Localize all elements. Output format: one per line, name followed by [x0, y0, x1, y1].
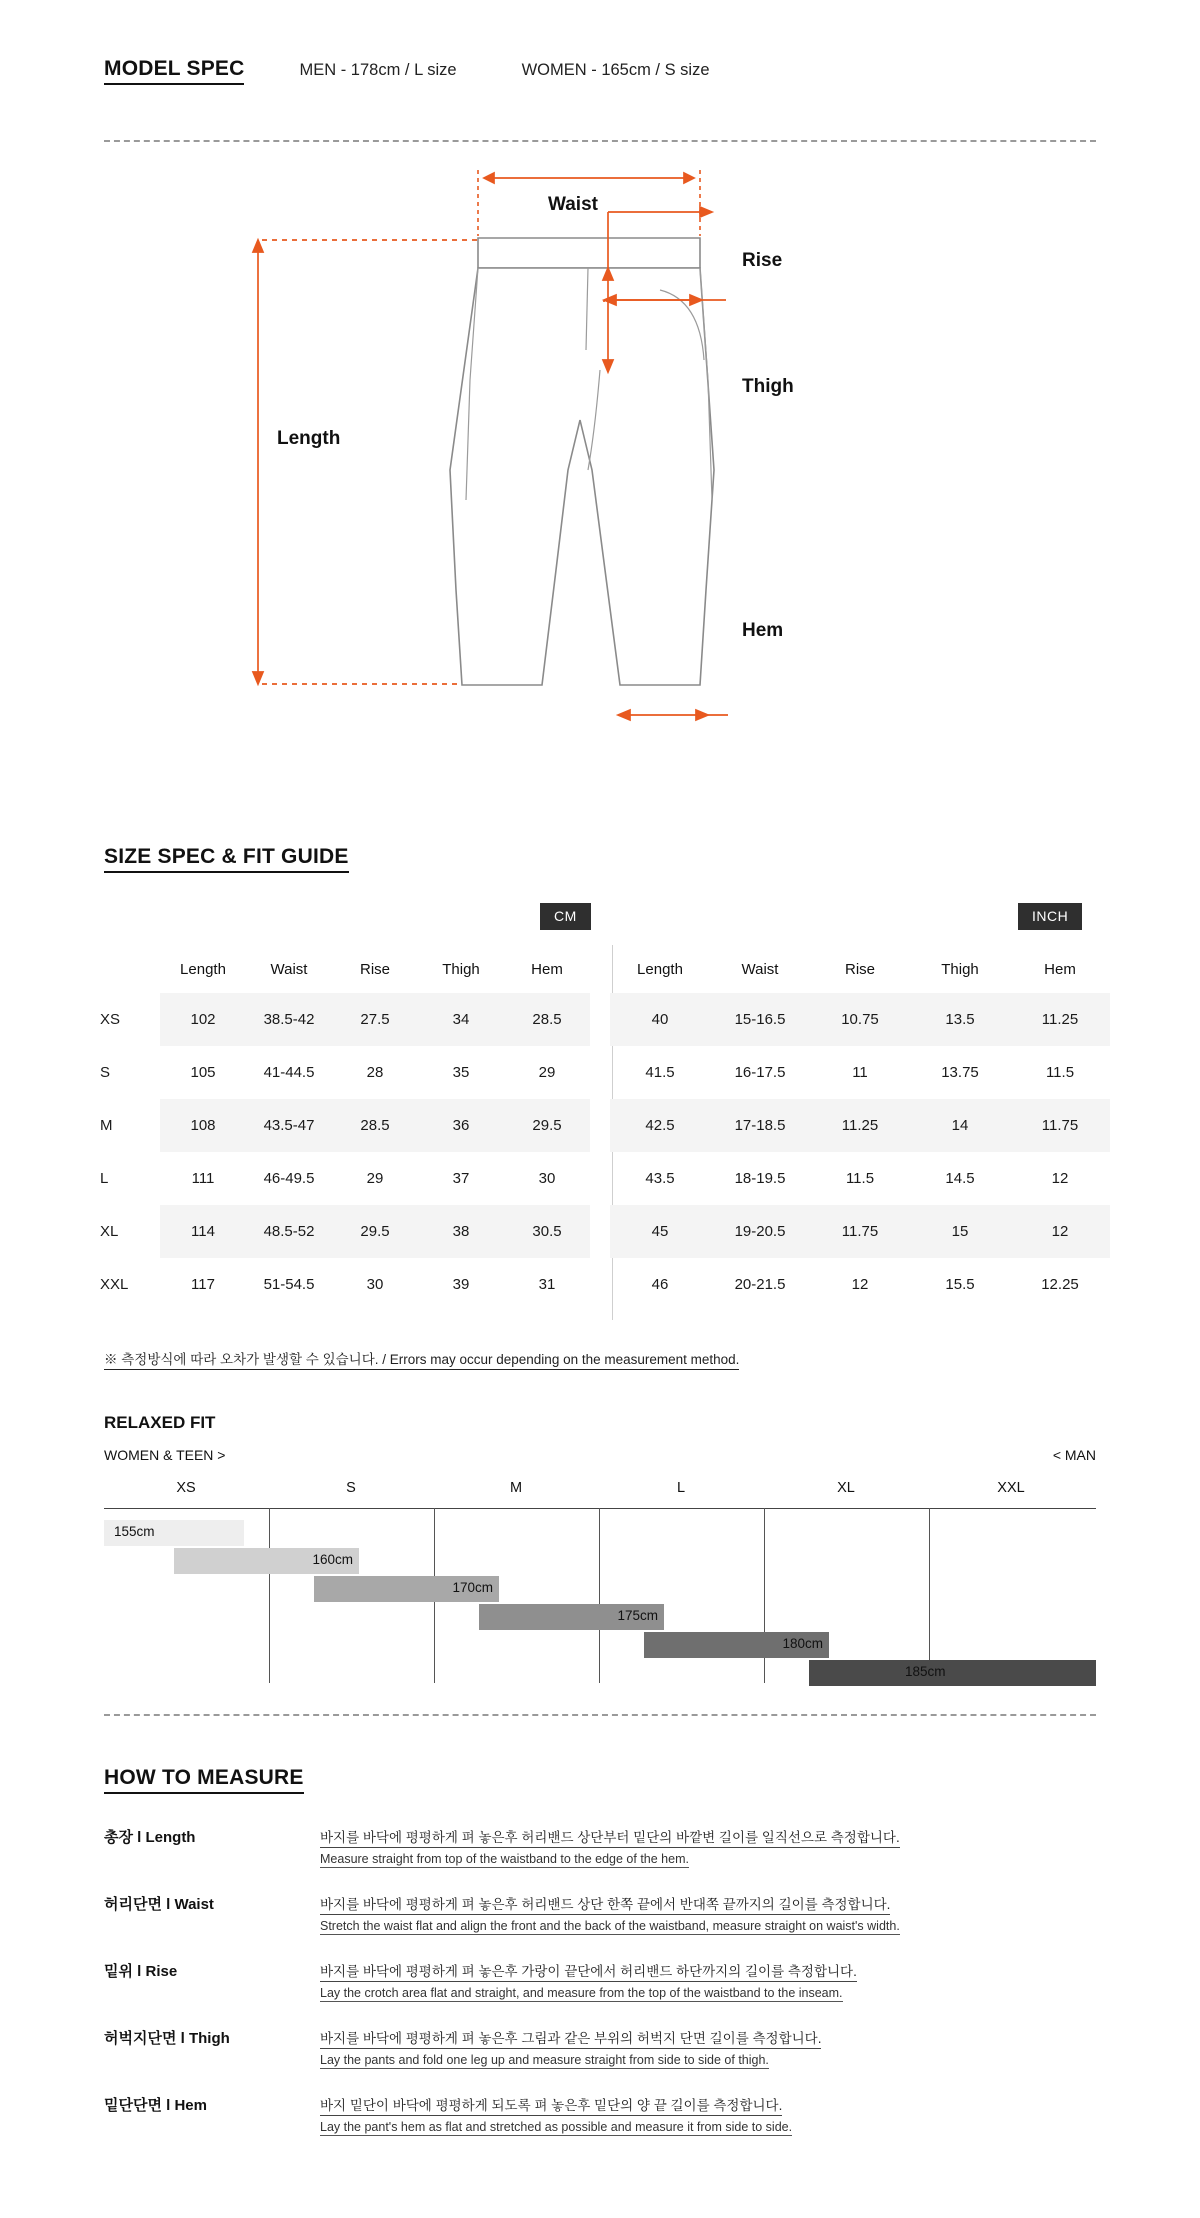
header-thigh: Thigh [941, 960, 979, 978]
measure-desc-en: Lay the pant's hem as flat and stretched as possible and measure it from side to side. [320, 2120, 793, 2134]
fit-bar-xs [104, 1520, 244, 1546]
how-to-measure-item [0, 1960, 1200, 2027]
table-row [90, 1205, 590, 1258]
model-spec-title: MODEL SPEC [104, 57, 244, 85]
cell-rise: 28.5 [332, 1099, 418, 1152]
cell-waist: 51-54.5 [263, 1276, 315, 1293]
row-size-label: M [100, 1117, 113, 1134]
divider-top [104, 140, 1096, 142]
how-to-measure-item [0, 2094, 1200, 2161]
cell-length: 43.5 [645, 1170, 675, 1187]
diagram-label-rise: Rise [742, 250, 783, 271]
diagram-label-waist: Waist [548, 194, 598, 215]
how-to-measure-list [0, 1826, 1200, 2161]
header-hem: Hem [1044, 960, 1076, 978]
how-to-measure-item [0, 1893, 1200, 1960]
fit-chart-axis [104, 1508, 1096, 1509]
header-length: Length [180, 960, 226, 978]
relaxed-fit-title: RELAXED FIT [104, 1413, 216, 1432]
table-row [610, 993, 1110, 1046]
cell-rise: 29 [366, 1170, 384, 1187]
fit-col-s: S [346, 1480, 356, 1496]
measure-desc-ko: 바지 밑단이 바닥에 평평하게 되도록 펴 놓은후 밑단의 양 끝 길이를 측정합니다. [320, 2094, 782, 2116]
fit-col-xxl: XXL [997, 1480, 1025, 1496]
cell-hem: 30.5 [504, 1205, 590, 1258]
row-size-label: S [100, 1064, 111, 1081]
cell-waist: 48.5-52 [246, 1205, 332, 1258]
fit-bar-label-xl: 180cm [782, 1636, 823, 1651]
table-row [610, 1152, 1110, 1205]
cell-thigh: 15.5 [945, 1276, 975, 1293]
relaxed-fit-man-caption: < MAN [1052, 1447, 1096, 1463]
table-row [90, 993, 590, 1046]
unit-badge-cm: CM [540, 903, 591, 930]
cell-thigh: 14 [910, 1099, 1010, 1152]
header-waist: Waist [741, 960, 779, 978]
header-waist: Waist [270, 960, 308, 978]
cell-rise: 10.75 [810, 993, 910, 1046]
table-row [90, 1152, 590, 1205]
cell-waist: 20-21.5 [734, 1276, 786, 1293]
cell-waist: 17-18.5 [710, 1099, 810, 1152]
fit-col-xs: XS [176, 1480, 196, 1496]
fit-bar-xl [644, 1632, 829, 1658]
row-size-label: XXL [100, 1276, 129, 1293]
header-rise: Rise [359, 960, 390, 978]
size-table-cm [90, 945, 590, 1311]
table-header-row [610, 945, 1110, 993]
measure-desc-ko: 바지를 바닥에 평평하게 펴 놓은후 허리밴드 상단 한쪽 끝에서 반대쪽 끝까지의 길이를 측정합니다. [320, 1893, 890, 1915]
size-spec-title: SIZE SPEC & FIT GUIDE [104, 845, 349, 873]
fit-bar-xxl [809, 1660, 1096, 1686]
row-size-label: XL [100, 1223, 119, 1240]
cell-hem: 11.25 [1010, 993, 1110, 1046]
cell-thigh: 35 [452, 1064, 470, 1081]
model-spec-men: MEN - 178cm / L size [299, 61, 457, 79]
fit-bar-label-s: 160cm [312, 1552, 353, 1567]
cell-hem: 28.5 [504, 993, 590, 1046]
unit-badge-inch: INCH [1018, 903, 1082, 930]
cell-hem: 29.5 [504, 1099, 590, 1152]
measure-desc-ko: 바지를 바닥에 평평하게 펴 놓은후 가랑이 끝단에서 허리밴드 하단까지의 길이를 측정합니다. [320, 1960, 857, 1982]
cell-length: 117 [191, 1276, 215, 1293]
diagram-label-hem: Hem [742, 620, 784, 641]
table-row [90, 1258, 590, 1311]
fit-bar-m [314, 1576, 499, 1602]
cell-rise: 11.25 [810, 1099, 910, 1152]
cell-length: 42.5 [610, 1099, 710, 1152]
header-length: Length [637, 960, 683, 978]
table-row [610, 1205, 1110, 1258]
cell-rise: 27.5 [332, 993, 418, 1046]
fit-col-l: L [676, 1480, 686, 1496]
cell-hem: 30 [538, 1170, 556, 1187]
fit-gridline [599, 1508, 600, 1683]
measure-term: 총장 l Length [104, 1829, 196, 1846]
fit-gridline [269, 1508, 270, 1683]
measure-term: 허리단면 l Waist [104, 1896, 214, 1913]
table-row [610, 1258, 1110, 1311]
cell-length: 108 [160, 1099, 246, 1152]
cell-length: 45 [610, 1205, 710, 1258]
cell-rise: 11.5 [845, 1170, 875, 1187]
cell-thigh: 39 [452, 1276, 470, 1293]
fit-col-m: M [509, 1480, 523, 1496]
cell-rise: 11 [852, 1064, 868, 1081]
cell-rise: 11.75 [810, 1205, 910, 1258]
cell-thigh: 36 [418, 1099, 504, 1152]
fit-bar-label-m: 170cm [452, 1580, 493, 1595]
fit-bar-s [174, 1548, 359, 1574]
header-hem: Hem [531, 960, 563, 978]
cell-thigh: 13.75 [941, 1064, 979, 1081]
header-rise: Rise [844, 960, 875, 978]
cell-waist: 16-17.5 [734, 1064, 786, 1081]
cell-thigh: 13.5 [910, 993, 1010, 1046]
model-spec-women: WOMEN - 165cm / S size [521, 61, 710, 79]
pants-diagram-svg [0, 170, 1200, 810]
cell-waist: 18-19.5 [734, 1170, 786, 1187]
cell-length: 41.5 [645, 1064, 675, 1081]
cell-hem: 12.25 [1041, 1276, 1079, 1293]
cell-length: 111 [191, 1170, 215, 1187]
measure-desc-ko: 바지를 바닥에 평평하게 펴 놓은후 그림과 같은 부위의 허벅지 단면 길이를 측정합니다. [320, 2027, 821, 2049]
table-header-row [90, 945, 590, 993]
cell-hem: 12 [1051, 1170, 1069, 1187]
fit-bar-label-l: 175cm [617, 1608, 658, 1623]
measure-term: 허벅지단면 l Thigh [104, 2030, 230, 2047]
cell-hem: 11.75 [1010, 1099, 1110, 1152]
fit-bar-label-xxl: 185cm [905, 1664, 946, 1679]
measure-desc-en: Measure straight from top of the waistband to the edge of the hem. [320, 1852, 689, 1866]
cell-length: 46 [651, 1276, 669, 1293]
cell-rise: 30 [366, 1276, 384, 1293]
cell-waist: 15-16.5 [710, 993, 810, 1046]
measure-desc-en: Lay the pants and fold one leg up and measure straight from side to side of thigh. [320, 2053, 769, 2067]
model-spec-section [104, 57, 775, 85]
row-size-label: L [100, 1170, 109, 1187]
cell-waist: 41-44.5 [263, 1064, 315, 1081]
fit-bar-l [479, 1604, 664, 1630]
table-row [90, 1046, 590, 1099]
header-size [90, 945, 160, 993]
cell-thigh: 15 [910, 1205, 1010, 1258]
divider-bottom [104, 1714, 1096, 1716]
cell-hem: 31 [538, 1276, 556, 1293]
cell-rise: 12 [851, 1276, 869, 1293]
fit-col-xl: XL [837, 1480, 855, 1496]
measure-desc-en: Lay the crotch area flat and straight, and measure from the top of the waistband to the inseam. [320, 1986, 843, 2000]
diagram-label-thigh: Thigh [742, 376, 794, 397]
cell-waist: 38.5-42 [246, 993, 332, 1046]
cell-waist: 43.5-47 [246, 1099, 332, 1152]
cell-hem: 29 [538, 1064, 556, 1081]
cell-rise: 29.5 [332, 1205, 418, 1258]
cell-hem: 12 [1010, 1205, 1110, 1258]
how-to-measure-title: HOW TO MEASURE [104, 1766, 304, 1794]
cell-thigh: 14.5 [945, 1170, 975, 1187]
diagram-label-length: Length [277, 428, 341, 449]
size-tables [90, 945, 1110, 1311]
measure-desc-ko: 바지를 바닥에 평평하게 펴 놓은후 허리밴드 상단부터 밑단의 바깥변 길이를 일직선으로 측정합니다. [320, 1826, 900, 1848]
cell-thigh: 34 [418, 993, 504, 1046]
fit-guide-chart [104, 1478, 1096, 1698]
measure-term: 밑위 l Rise [104, 1963, 178, 1980]
measure-term: 밑단단면 l Hem [104, 2097, 207, 2114]
how-to-measure-item [0, 1826, 1200, 1893]
how-to-measure-item [0, 2027, 1200, 2094]
header-thigh: Thigh [442, 960, 480, 978]
table-row [610, 1099, 1110, 1152]
size-table-inch [610, 945, 1110, 1311]
cell-hem: 11.5 [1045, 1064, 1075, 1081]
cell-length: 105 [190, 1064, 216, 1081]
measure-desc-en: Stretch the waist flat and align the front and the back of the waistband, measure straight on waist's width. [320, 1919, 900, 1933]
cell-waist: 46-49.5 [263, 1170, 315, 1187]
fit-chart-header [104, 1478, 1096, 1508]
table-row [90, 1099, 590, 1152]
cell-waist: 19-20.5 [710, 1205, 810, 1258]
cell-thigh: 38 [418, 1205, 504, 1258]
relaxed-fit-women-caption: WOMEN & TEEN > [104, 1447, 226, 1463]
cell-length: 102 [160, 993, 246, 1046]
row-size-label: XS [100, 1011, 121, 1028]
fit-gridline [929, 1508, 930, 1683]
pants-measurement-diagram [0, 170, 1200, 810]
measurement-note: ※ 측정방식에 따라 오차가 발생할 수 있습니다. / Errors may occur depending on the measurement method. [104, 1348, 739, 1370]
cell-length: 40 [610, 993, 710, 1046]
cell-rise: 28 [366, 1064, 384, 1081]
table-row [610, 1046, 1110, 1099]
fit-bar-label-xs: 155cm [114, 1524, 155, 1539]
cell-length: 114 [160, 1205, 246, 1258]
cell-thigh: 37 [452, 1170, 470, 1187]
